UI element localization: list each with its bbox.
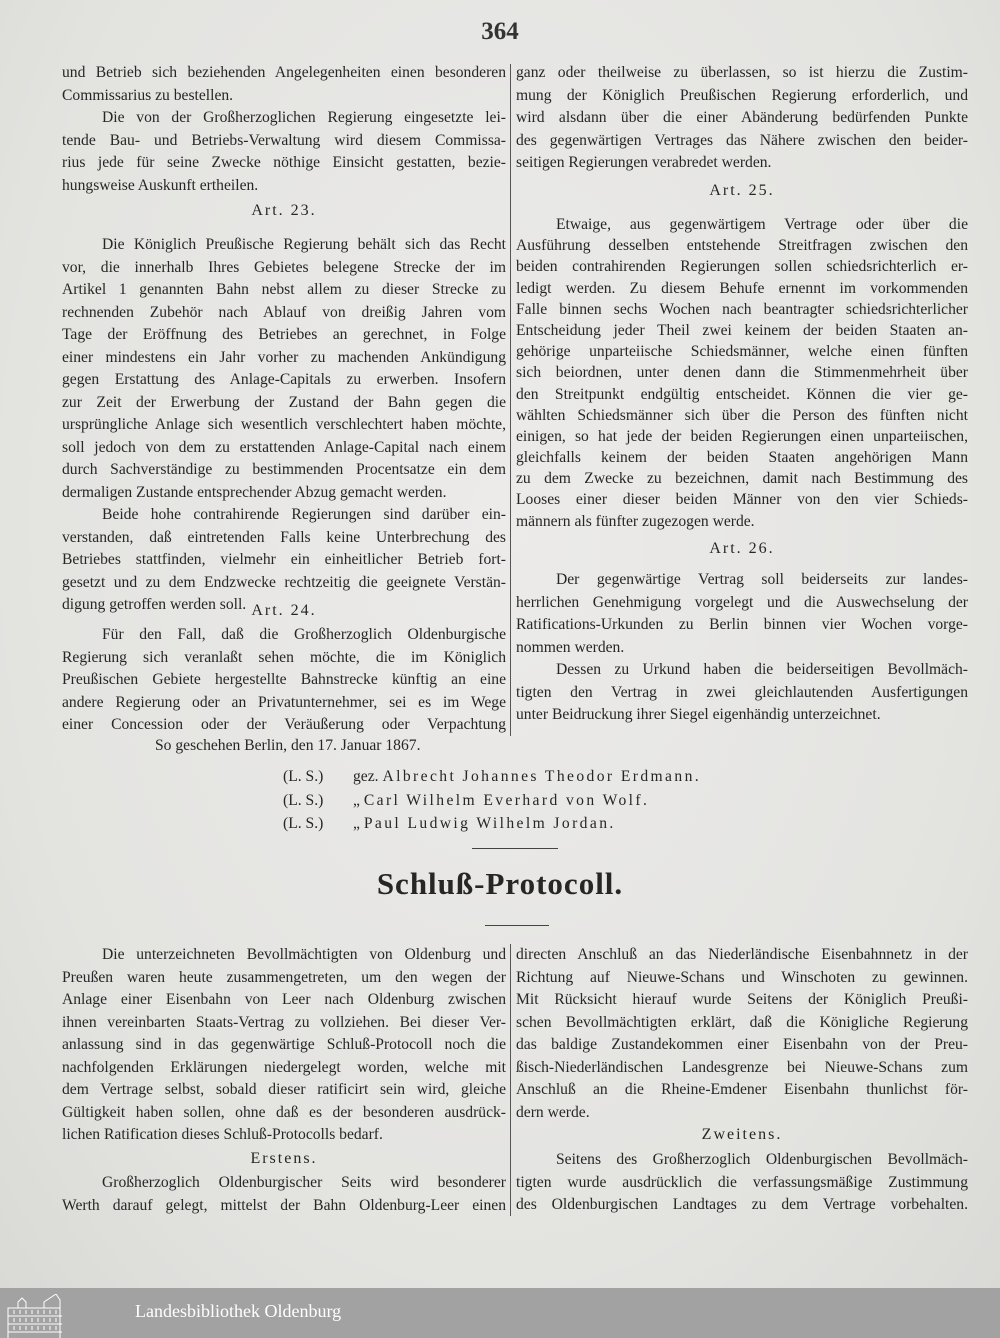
text-block bbox=[62, 62, 506, 197]
text-block bbox=[516, 944, 968, 1124]
text-line: tigten wurde ausdrücklich die verfassungsmäßige Zustimmung bbox=[516, 1173, 968, 1191]
separator-rule bbox=[472, 848, 558, 849]
text-line: Der gegenwärtige Vertrag soll beiderseits zur landes- bbox=[556, 571, 968, 588]
protocol-intro bbox=[62, 944, 506, 1147]
text-line: zur Zeit der Erwerbung der Zustand der Bahn gegen die bbox=[62, 393, 506, 411]
text-line: wird alsdann über die einer Abänderung bedürfenden Punkte bbox=[516, 109, 968, 126]
signature-line bbox=[283, 789, 649, 812]
text-line: nachfolgenden Erklärungen niedergelegt worden, welche mit bbox=[62, 1058, 506, 1076]
text-line: Ratifications-Urkunden zu Berlin binnen vier Wochen vorge- bbox=[516, 616, 968, 633]
text-line: Looses einer dieser beiden Männer von den vier Schieds- bbox=[516, 491, 968, 509]
text-line: lichen Ratification dieses Schluß-Protocolls bedarf. bbox=[62, 1126, 383, 1143]
text-line: einer mindestens ein Jahr vorher zu machenden Ankündigung bbox=[62, 348, 506, 366]
text-line: Anlage einer Eisenbahn von Leer nach Oldenburg zwischen bbox=[62, 991, 506, 1008]
text-line: Tage der Eröffnung des Betriebes an gerechnet, in Folge bbox=[62, 326, 506, 343]
seal-mark: (L. S.) bbox=[283, 791, 324, 809]
text-line: rius jede für seine Zwecke nöthige Einsicht gestatten, bezie- bbox=[62, 154, 506, 171]
text-line: Anschluß an die Rheine-Emdener Eisenbahn thunlichst för- bbox=[516, 1081, 968, 1098]
text-line: Falle binnen sechs Wochen nach beantragter schiedsrichterlicher bbox=[516, 300, 968, 318]
article-26-text bbox=[516, 569, 968, 727]
column-divider bbox=[510, 64, 511, 736]
text-line: Die von der Großherzoglichen Regierung eingesetzte lei- bbox=[102, 109, 506, 126]
text-line: Betriebes stattfinden, vielmehr ein einheitlicher Betrieb fort- bbox=[62, 551, 506, 568]
text-line: sich beiordnen, unter denen dann die Stimmenmehrheit über bbox=[516, 364, 968, 382]
article-23-text bbox=[62, 234, 506, 617]
text-line: einer Concession oder der Veräußerung oder Verpachtung bbox=[62, 716, 506, 733]
text-line: rechnenden Zubehör nach Ablauf von dreißig Jahren vom bbox=[62, 303, 506, 321]
article-24-text bbox=[62, 624, 506, 737]
signatory-name: Carl Wilhelm Everhard von Wolf. bbox=[363, 791, 650, 809]
text-line: Richtung auf Nieuwe-Schans und Winschoten zu gewinnen. bbox=[516, 968, 968, 986]
signature-prefix: gez. bbox=[353, 768, 379, 785]
text-line: durch Sachverständige zu bestimmenden Procentsatze ein dem bbox=[62, 461, 506, 478]
date-line: So geschehen Berlin, den 17. Januar 1867. bbox=[155, 737, 421, 754]
text-block bbox=[516, 62, 968, 175]
library-footer bbox=[0, 1288, 1000, 1338]
text-line: Preußen waren heute zusammengetreten, um den wegen der bbox=[62, 968, 506, 986]
text-line: ihnen vereinbarten Staats-Vertrag zu vollziehen. Bei dieser Ver- bbox=[62, 1013, 506, 1031]
text-line: dern werde. bbox=[516, 1103, 590, 1121]
signature-line bbox=[283, 765, 701, 788]
text-line: wählten Schiedsmänner sich über die Person des fünften nicht bbox=[516, 406, 968, 424]
text-line: tigten den Vertrag in zwei gleichlautenden Ausfertigungen bbox=[516, 683, 968, 701]
seal-mark: (L. S.) bbox=[283, 768, 324, 785]
text-line: verstanden, daß eintretenden Falls keine Unterbrechung des bbox=[62, 528, 506, 546]
signatory-name: Albrecht Johannes Theodor Erdmann. bbox=[382, 768, 702, 785]
text-line: gegen Erstattung des Anlage-Capitals zu erwerben. Insofern bbox=[62, 371, 506, 388]
text-line: gehörige unparteiische Schiedsmänner, welche einen fünften bbox=[516, 343, 968, 361]
section-first-text bbox=[62, 1172, 506, 1217]
article-heading: Art. 25. bbox=[709, 182, 775, 199]
article-heading: Art. 23. bbox=[251, 202, 317, 219]
text-line: beiden contrahirenden Regierungen sollen schiedsrichterlich er- bbox=[516, 258, 968, 276]
page-number: 364 bbox=[481, 18, 519, 45]
text-line: gesetzt und zu dem Endzwecke rechtzeitig die geeignete Verstän- bbox=[62, 573, 506, 591]
text-line: ursprüngliche Anlage sich wesentlich verschlechtert haben möchte, bbox=[62, 416, 506, 433]
text-line: den Streitpunkt endgültig entscheidet. Können die vier ge- bbox=[516, 385, 968, 403]
text-line: gleichfalls keinem der beiden Staaten angehörigen Mann bbox=[516, 449, 968, 467]
text-line: directen Anschluß an das Niederländische Eisenbahnnetz in der bbox=[516, 946, 968, 963]
text-line: tende Bau- und Betriebs-Verwaltung wird diesem Commissa- bbox=[62, 131, 506, 149]
text-line: Gültigkeit haben sollen, ohne daß es der besonderen ausdrück- bbox=[62, 1103, 506, 1121]
library-building-icon bbox=[6, 1294, 64, 1338]
text-line: digung getroffen werden soll. bbox=[62, 596, 247, 613]
text-line: zu dem Zwecke zu bezeichnen, damit nach Bestimmung des bbox=[516, 470, 968, 488]
article-25-text bbox=[516, 214, 968, 532]
signature-prefix: „ bbox=[353, 791, 360, 809]
text-line: andere Regierung oder an Privatunternehmer, sei es im Wege bbox=[62, 693, 506, 711]
text-line: des gegenwärtigen Vertrages das Nähere zwischen den beider- bbox=[516, 131, 968, 149]
text-line: vor, die innerhalb Ihres Gebietes belegene Strecke der im bbox=[62, 258, 506, 276]
text-line: Etwaige, aus gegenwärtigem Vertrage oder über die bbox=[556, 216, 968, 233]
text-line: Großherzoglich Oldenburgischer Seits wird besonderer bbox=[102, 1174, 506, 1191]
text-line: Die Königlich Preußische Regierung behält sich das Recht bbox=[102, 236, 506, 253]
text-line: mung der Königlich Preußischen Regierung erforderlich, und bbox=[516, 86, 968, 104]
text-line: seitigen Regierungen verabredet werden. bbox=[516, 154, 772, 171]
signature-prefix: „ bbox=[353, 815, 360, 832]
section-heading: Zweitens. bbox=[701, 1126, 783, 1143]
text-line: Artikel 1 genannten Bahn nebst allem zu dieser Strecke zu bbox=[62, 281, 506, 298]
text-line: Mit Rücksicht hierauf wurde Seitens der Königlich Preußi- bbox=[516, 991, 968, 1008]
text-line: und Betrieb sich beziehenden Angelegenheiten einen besonderen bbox=[62, 64, 506, 81]
seal-mark: (L. S.) bbox=[283, 815, 324, 832]
text-line: nommen werden. bbox=[516, 638, 625, 656]
text-line: Preußischen Gebiete hergestellte Bahnstrecke künftig an eine bbox=[62, 671, 506, 688]
section-heading: Erstens. bbox=[250, 1150, 318, 1167]
text-line: soll jedoch von dem zu erstattenden Anlage-Capital nach einem bbox=[62, 438, 506, 456]
article-heading: Art. 24. bbox=[251, 602, 317, 619]
text-line: herrlichen Genehmigung vorgelegt und die Auswechselung der bbox=[516, 593, 968, 611]
text-line: ganz oder theilweise zu überlassen, so ist hierzu die Zustim- bbox=[516, 64, 968, 81]
text-line: Commissarius zu bestellen. bbox=[62, 86, 234, 104]
text-line: ledigt werden. Zu diesem Behufe ernennt im vorkommenden bbox=[516, 279, 968, 297]
text-line: dem Vertrage selbst, sobald dieser ratificirt sein wird, gleiche bbox=[62, 1081, 506, 1098]
text-line: Regierung sich veranlaßt sehen möchte, die im Königlich bbox=[62, 648, 506, 666]
text-line: Dessen zu Urkund haben die beiderseitigen Bevollmäch- bbox=[556, 661, 968, 678]
text-line: ßisch-Niederländischen Landesgrenze bei Nieuwe-Schans zum bbox=[516, 1058, 968, 1076]
signature-line bbox=[283, 812, 616, 835]
protocol-title: Schluß-Protocoll. bbox=[376, 866, 624, 901]
text-line: männern als fünfter zugezogen werde. bbox=[516, 512, 755, 530]
library-name: Landesbibliothek Oldenburg bbox=[135, 1301, 342, 1321]
text-line: hungsweise Auskunft ertheilen. bbox=[62, 176, 259, 194]
text-line: Werth darauf gelegt, mittelst der Bahn Oldenburg-Leer einen bbox=[62, 1196, 506, 1214]
text-line: Seitens des Großherzoglich Oldenburgischen Bevollmäch- bbox=[556, 1151, 968, 1168]
text-line: Ausführung desselben entstehende Streitfragen zwischen den bbox=[516, 237, 968, 255]
text-line: Entscheidung jeder Theil zwei keinem der beiden Staaten an- bbox=[516, 321, 968, 339]
text-line: Für den Fall, daß die Großherzoglich Oldenburgische bbox=[102, 626, 506, 643]
text-line: einigen, so hat jede der beiden Regierungen einen unparteiischen, bbox=[516, 427, 968, 445]
column-divider bbox=[510, 944, 511, 1216]
section-second-text bbox=[516, 1149, 968, 1217]
text-line: anlassung sind in das gegenwärtige Schluß-Protocoll noch die bbox=[62, 1036, 506, 1053]
text-line: das baldige Zustandekommen einer Eisenbahn von der Preu- bbox=[516, 1036, 968, 1053]
text-line: des Oldenburgischen Landtages zu dem Vertrage vorbehalten. bbox=[516, 1196, 968, 1213]
article-heading: Art. 26. bbox=[709, 540, 775, 557]
separator-rule bbox=[485, 925, 549, 926]
text-line: Beide hohe contrahirende Regierungen sind darüber ein- bbox=[102, 506, 506, 523]
signatory-name: Paul Ludwig Wilhelm Jordan. bbox=[363, 815, 616, 832]
text-line: unter Beidruckung ihrer Siegel eigenhändig unterzeichnet. bbox=[516, 706, 881, 723]
text-line: dermaligen Zustande entsprechender Abzug gemacht werden. bbox=[62, 483, 447, 501]
text-line: Die unterzeichneten Bevollmächtigten von Oldenburg und bbox=[102, 946, 506, 963]
text-line: schen Bevollmächtigten erklärt, daß die Königliche Regierung bbox=[516, 1013, 968, 1031]
